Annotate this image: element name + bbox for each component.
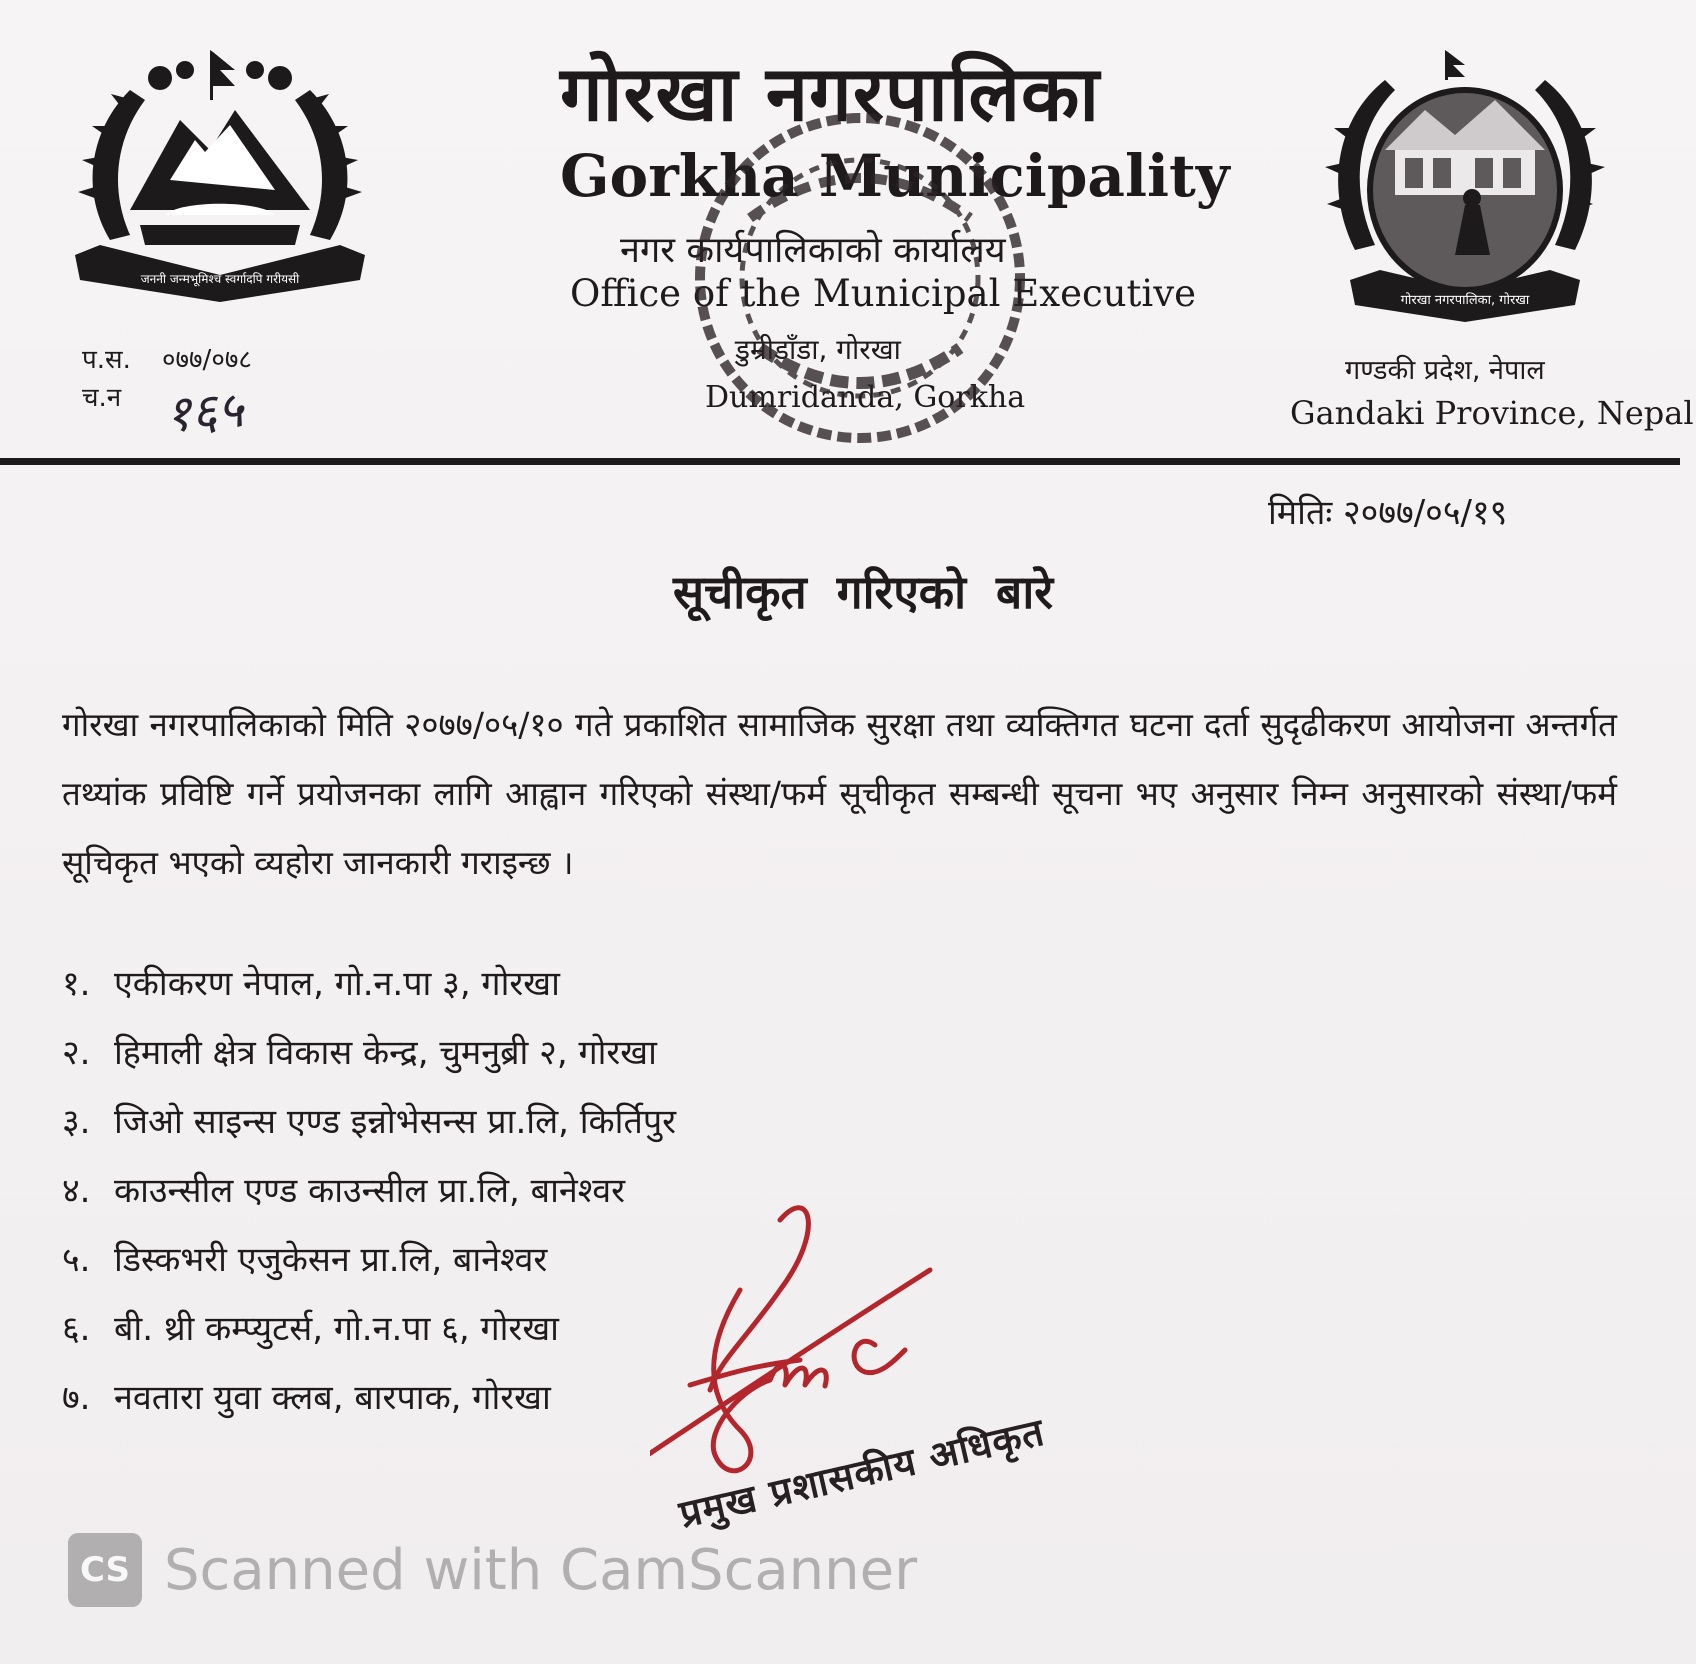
camscanner-logo-icon: CS xyxy=(68,1533,142,1607)
list-item-text: बी. थ्री कम्प्युटर्स, गो.न.पा ६, गोरखा xyxy=(114,1309,559,1349)
list-item xyxy=(62,1019,962,1088)
ps-label: प.स. xyxy=(82,345,131,375)
list-item-number: २. xyxy=(62,1033,91,1073)
right-emblem-caption: गोरखा नगरपालिका, गोरखा xyxy=(1400,293,1530,308)
watermark-text: Scanned with CamScanner xyxy=(164,1537,918,1603)
list-item-text: एकीकरण नेपाल, गो.न.पा ३, गोरखा xyxy=(114,964,560,1004)
dispatch-number-reference xyxy=(82,378,162,414)
letter-body: गोरखा नगरपालिकाको मिति २०७७/०५/१० गते प्रकाशित सामाजिक सुरक्षा तथा व्यक्तिगत घटना दर्ता सुदृढीकरण आयोजना अन्तर्गत तथ्यांक प्रविष्टि गर्ने प्रयोजनका लागि आह्वान गरिएको संस्था/फर्म सूचीकृत सम्बन्धी सूचना भए अनुसार निम्न अनुसारको संस्था/फर्म सूचिकृत भएको व्यहोरा जानकारी गराइन्छ । xyxy=(62,705,1617,882)
list-item-number: ३. xyxy=(62,1102,91,1142)
list-item-number: ५. xyxy=(62,1240,91,1280)
municipality-logo-icon xyxy=(1325,40,1605,330)
list-item-text: नवतारा युवा क्लब, बारपाक, गोरखा xyxy=(114,1378,551,1418)
official-stamp-icon xyxy=(680,98,1040,458)
officer-title-stamp: प्रमुख प्रशासकीय अधिकृत xyxy=(675,1409,1049,1537)
municipality-name-english: Gorkha Municipality xyxy=(560,142,1230,210)
subject-word: बारे xyxy=(996,565,1054,619)
office-name-english: Office of the Municipal Executive xyxy=(570,272,1197,315)
address-nepali: डुम्रीडाँडा, गोरखा xyxy=(735,333,901,366)
list-item xyxy=(62,950,962,1019)
province-english: Gandaki Province, Nepal xyxy=(1290,394,1694,432)
ps-value: ०७७/०७८ xyxy=(162,345,252,375)
province-nepali: गण्डकी प्रदेश, नेपाल xyxy=(1345,355,1545,386)
address-english: Dumridanda, Gorkha xyxy=(705,380,1026,415)
subject-word: सूचीकृत xyxy=(672,565,807,619)
subject-word: गरिएको xyxy=(836,565,967,619)
letter-date: मितिः २०७७/०५/१९ xyxy=(1268,493,1508,533)
list-item-number: ४. xyxy=(62,1171,91,1211)
handwritten-dispatch-number: १६५ xyxy=(163,380,246,444)
municipality-name-nepali: गोरखा नगरपालिका xyxy=(560,49,1101,138)
fiscal-year-reference xyxy=(82,340,252,376)
list-item xyxy=(62,1088,962,1157)
list-item-number: १. xyxy=(62,964,91,1004)
list-item-text: हिमाली क्षेत्र विकास केन्द्र, चुमनुब्री २, गोरखा xyxy=(114,1033,657,1073)
list-item-text: काउन्सील एण्ड काउन्सील प्रा.लि, बानेश्वर xyxy=(114,1171,626,1211)
camscanner-watermark xyxy=(68,1530,917,1610)
list-item-number: ७. xyxy=(62,1378,91,1418)
letter-subject xyxy=(0,560,1696,622)
cn-label: च.न xyxy=(82,383,122,413)
list-item-text: डिस्कभरी एजुकेसन प्रा.लि, बानेश्वर xyxy=(114,1240,548,1280)
list-item-number: ६. xyxy=(62,1309,91,1349)
office-name-nepali: नगर कार्यपालिकाको कार्यालय xyxy=(620,230,1006,271)
header-divider xyxy=(0,458,1680,465)
left-emblem-caption: जननी जन्मभूमिश्च स्वर्गादपि गरीयसी xyxy=(140,272,300,286)
nepal-emblem-icon xyxy=(70,40,370,310)
list-item-text: जिओ साइन्स एण्ड इन्नोभेसन्स प्रा.लि, किर्तिपुर xyxy=(114,1102,677,1142)
